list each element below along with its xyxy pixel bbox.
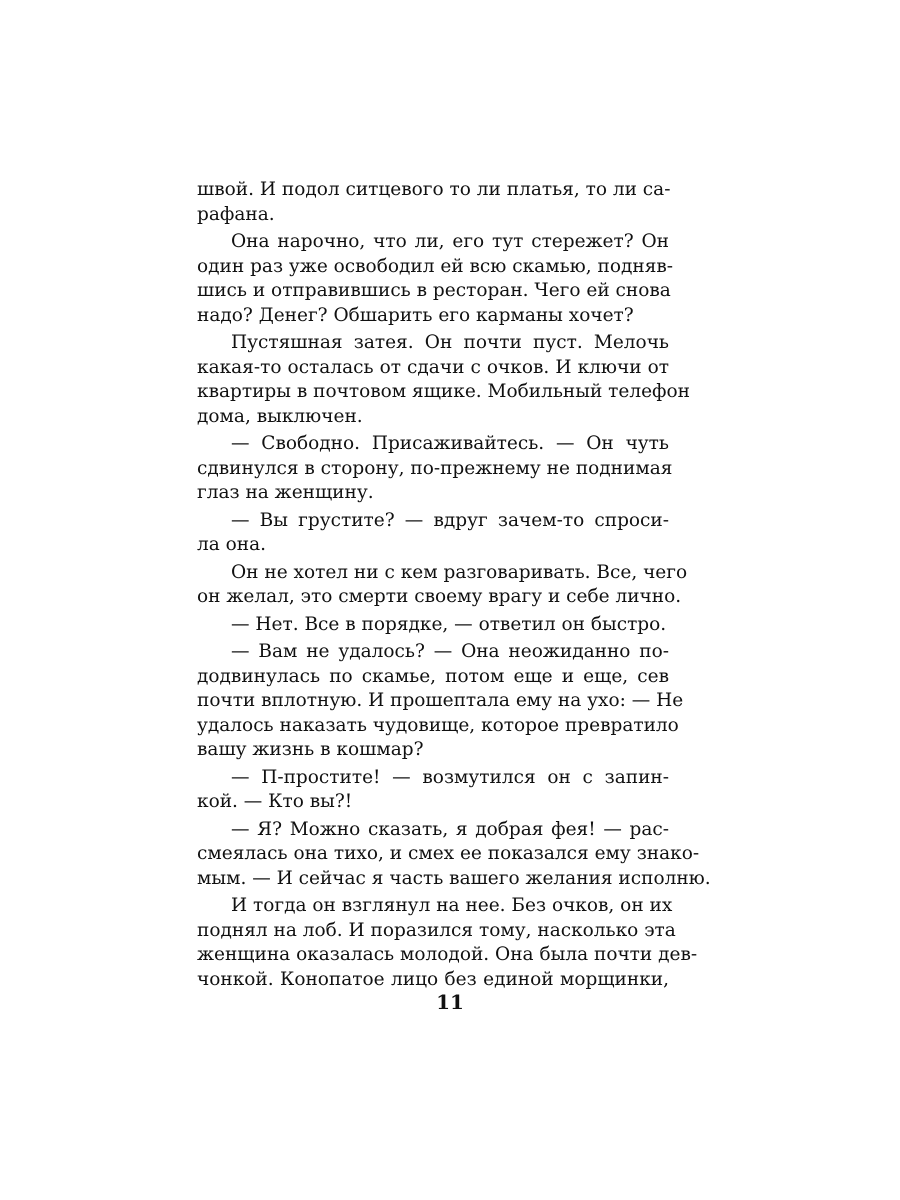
paragraph [197, 432, 673, 506]
text-line: смеялась она тихо, и смех ее показался ему знако- [197, 843, 700, 864]
text-line: чонкой. Конопатое лицо без единой морщинки, [197, 968, 669, 990]
text-line: удалось наказать чудовище, которое превратило [197, 714, 679, 736]
text-line: какая-то осталась от сдачи с очков. И ключи от [197, 356, 669, 378]
paragraph [197, 894, 698, 992]
text-line: — Свободно. Присаживайтесь. — Он чуть [231, 433, 669, 454]
text-line: Она нарочно, что ли, его тут стережет? Он [231, 231, 669, 252]
text-line: швой. И подол ситцевого то ли платья, то ли са- [197, 179, 671, 200]
paragraph [197, 178, 669, 227]
text-line: ла она. [197, 534, 267, 555]
paragraph [197, 331, 690, 429]
text-line: — П-простите! — возмутился он с запин- [231, 766, 669, 788]
paragraph [197, 509, 669, 558]
page-number: 11 [436, 990, 464, 1014]
text-line: И тогда он взглянул на нее. Без очков, он их [231, 895, 673, 916]
paragraph [197, 613, 669, 638]
text-line: женщина оказалась молодой. Она была почти дев- [197, 944, 698, 965]
text-line: Пустяшная затея. Он почти пуст. Мелочь [231, 332, 669, 353]
paragraph [197, 766, 669, 815]
text-line: он желал, это смерти своему врагу и себе лично. [197, 586, 682, 607]
text-line: мым. — И сейчас я часть вашего желания исполню. [197, 867, 711, 889]
text-line: — Вам не удалось? — Она неожиданно по- [231, 641, 669, 662]
text-line: дома, выключен. [197, 405, 363, 427]
text-line: глаз на женщину. [197, 482, 374, 503]
text-line: надо? Денег? Обшарить его карманы хочет? [197, 304, 634, 326]
text-line: квартиры в почтовом ящике. Мобильный телефон [197, 381, 690, 402]
text-line: поднял на лоб. И поразился тому, насколько эта [197, 919, 676, 941]
body-text [197, 178, 711, 995]
text-line: один раз уже освободил ей всю скамью, подняв- [197, 255, 674, 277]
text-line: шись и отправившись в ресторан. Чего ей снова [197, 280, 671, 301]
text-line: — Вы грустите? — вдруг зачем-то спроси- [231, 509, 669, 531]
text-line: сдвинулся в сторону, по-прежнему не поднимая [197, 457, 673, 479]
paragraph [197, 818, 711, 892]
text-line: Он не хотел ни с кем разговаривать. Все, чего [231, 561, 688, 583]
text-line: — Я? Можно сказать, я добрая фея! — рас- [231, 818, 669, 840]
text-line: рафана. [197, 203, 275, 225]
paragraph [197, 230, 674, 328]
text-line: кой. — Кто вы?! [197, 791, 353, 812]
paragraph [197, 561, 688, 610]
text-line: — Нет. Все в порядке, — ответил он быстро. [231, 613, 667, 635]
text-line: додвинулась по скамье, потом еще и еще, сев [197, 665, 669, 687]
text-line: почти вплотную. И прошептала ему на ухо: — Не [197, 690, 684, 711]
text-line: вашу жизнь в кошмар? [197, 739, 424, 760]
paragraph [197, 640, 684, 763]
